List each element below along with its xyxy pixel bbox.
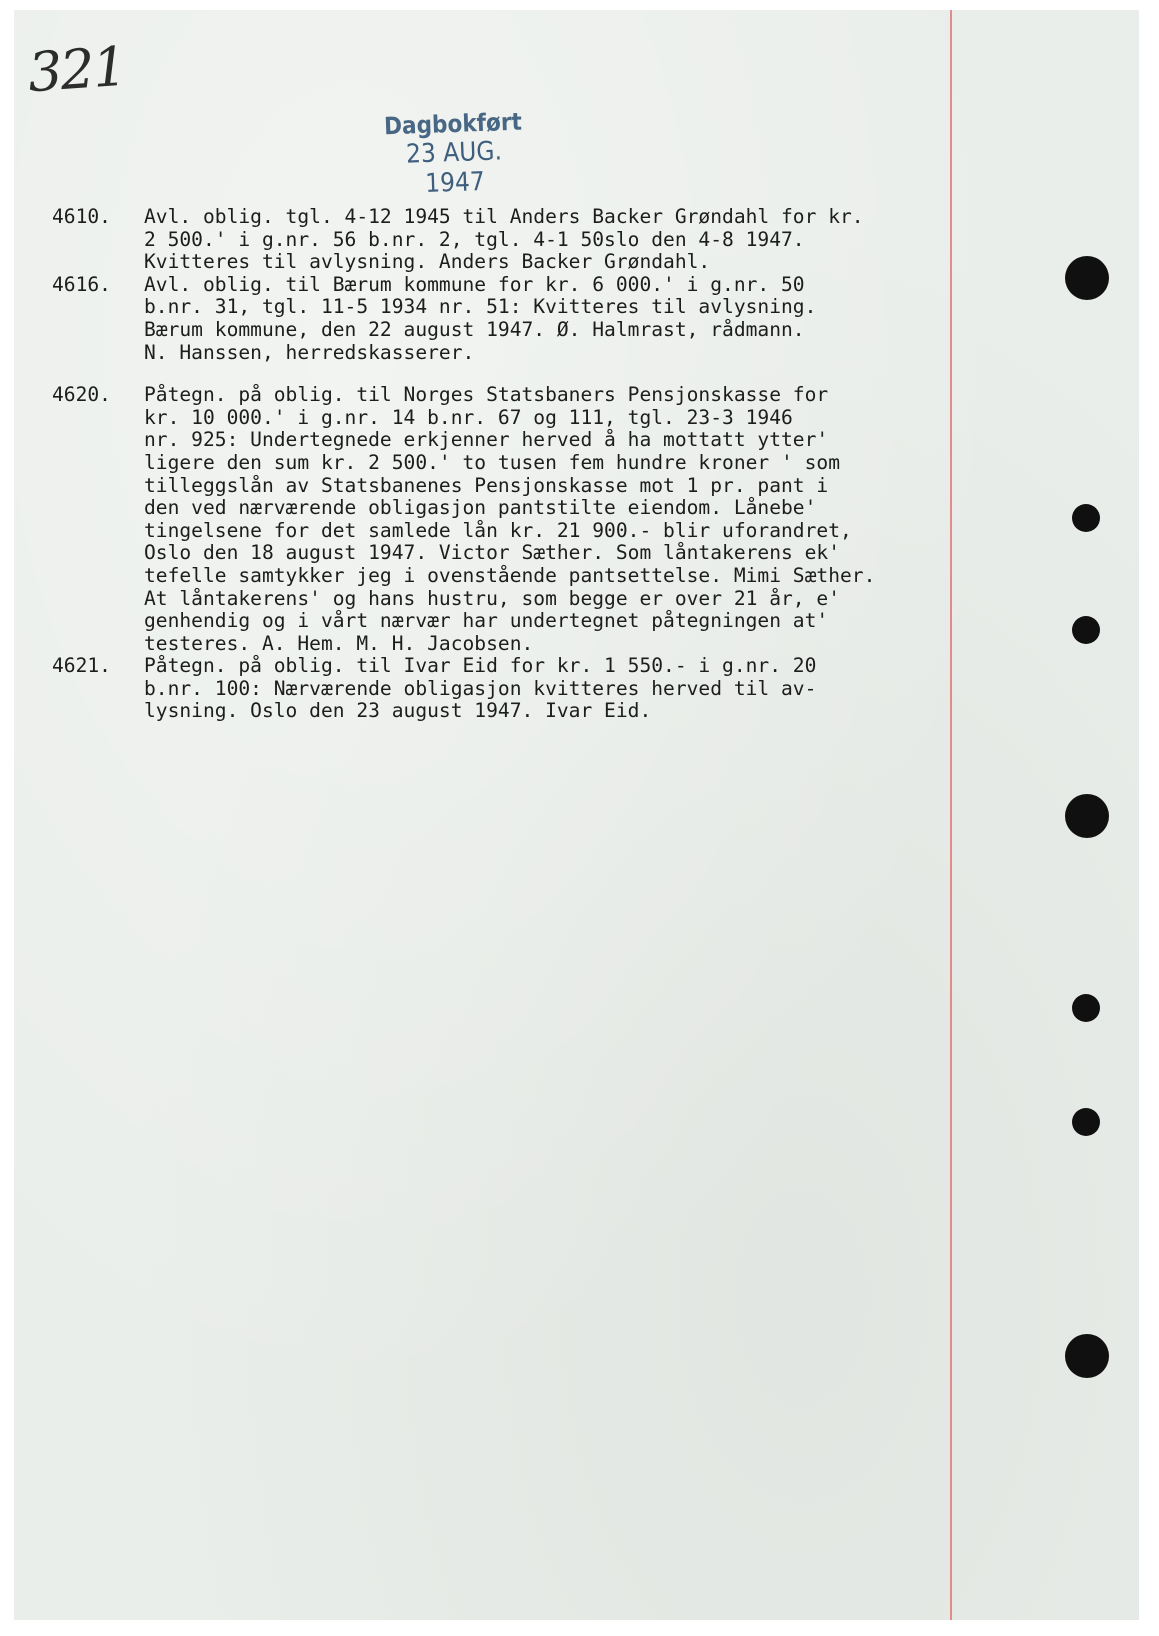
entry-line: b.nr. 100: Nærværende obligasjon kvitteres herved til av- [144,676,817,700]
entry-line: tilleggslån av Statsbanenes Pensjonskasse mot 1 pr. pant i [144,473,829,497]
entry-number: 4620. [52,383,111,407]
punch-hole [1072,504,1100,532]
punch-hole [1072,616,1100,644]
entry-line: b.nr. 31, tgl. 11-5 1934 nr. 51: Kvitteres til avlysning. [144,295,817,319]
journal-entry [52,274,982,364]
entry-line: tingelsene for det samlede lån kr. 21 900.- blir uforandret, [144,518,852,542]
entry-line: Påtegn. på oblig. til Ivar Eid for kr. 1 550.- i g.nr. 20 [144,654,817,678]
entry-line: Avl. oblig. til Bærum kommune for kr. 6 000.' i g.nr. 50 [144,272,805,296]
punch-hole [1065,1334,1109,1378]
journal-entry [52,206,982,274]
punch-hole [1072,1108,1100,1136]
journal-entry [52,384,982,655]
entry-text [144,206,982,274]
entry-line: At låntakerens' og hans hustru, som begge er over 21 år, e' [144,586,840,610]
entry-line: tefelle samtykker jeg i ovenstående pantsettelse. Mimi Sæther. [144,563,876,587]
entry-text [144,384,982,655]
entry-line: testeres. A. Hem. M. H. Jacobsen. [144,631,534,655]
entry-line: ligere den sum kr. 2 500.' to tusen fem hundre kroner ' som [144,450,840,474]
punch-hole [1065,256,1109,300]
entry-line: genhendig og i vårt nærvær har undertegnet påtegningen at' [144,609,829,633]
entry-text [144,655,982,723]
entry-line: lysning. Oslo den 23 august 1947. Ivar Eid. [144,699,652,723]
entry-number: 4616. [52,272,111,296]
entry-line: N. Hanssen, herredskasserer. [144,340,475,364]
entry-line: Oslo den 18 august 1947. Victor Sæther. Som låntakerens ek' [144,541,840,565]
journal-entry [52,655,982,723]
stamp-label: Dagbokført [383,107,523,141]
entry-line: den ved nærværende obligasjon pantstilte eiendom. Lånebe' [144,496,817,520]
entry-line: Avl. oblig. tgl. 4-12 1945 til Anders Backer Grøndahl for kr. [144,205,864,228]
entry-line: 2 500.' i g.nr. 56 b.nr. 2, tgl. 4-1 50slo den 4-8 1947. [144,227,805,251]
entry-line: Bærum kommune, den 22 august 1947. Ø. Halmrast, rådmann. [144,317,805,341]
punch-hole [1072,994,1100,1022]
entry-number: 4610. [52,205,111,228]
entry-line: nr. 925: Undertegnede erkjenner herved å ha mottatt ytter' [144,428,829,452]
entry-line: Kvitteres til avlysning. Anders Backer Grøndahl. [144,250,711,274]
entry-line: Påtegn. på oblig. til Norges Statsbaners Pensjonskasse for [144,383,829,407]
punch-hole [1065,794,1109,838]
stamp-date: 23 AUG. 1947 [405,136,503,200]
entry-number: 4621. [52,654,111,678]
journal-entries [52,206,982,723]
registration-stamp [373,107,536,201]
page-number: 321 [25,34,128,105]
entry-line: kr. 10 000.' i g.nr. 14 b.nr. 67 og 111, tgl. 23-3 1946 [144,405,793,429]
entry-text [144,274,982,364]
